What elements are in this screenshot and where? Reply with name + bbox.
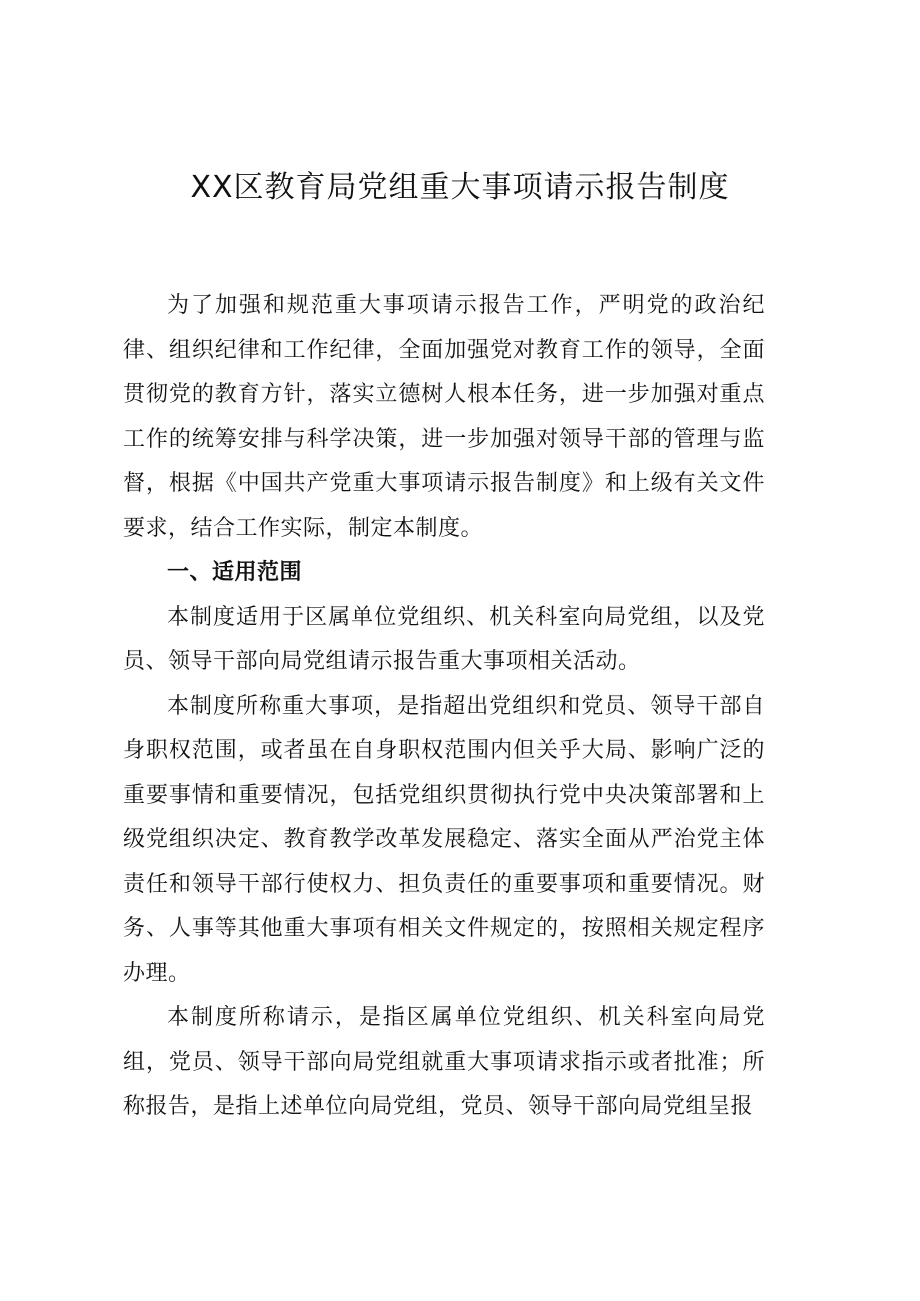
document-body (123, 284, 765, 1130)
intro-paragraph: 为了加强和规范重大事项请示报告工作，严明党的政治纪律、组织纪律和工作纪律，全面加强党对教育工作的领导，全面贯彻党的教育方针，落实立德树人根本任务，进一步加强对重点工作的统筹安排与科学决策，进一步加强对领导干部的管理与监督，根据《中国共产党重大事项请示报告制度》和上级有关文件要求，结合工作实际，制定本制度。 (123, 293, 765, 541)
request-report-definition-paragraph: 本制度所称请示，是指区属单位党组织、机关科室向局党组，党员、领导干部向局党组就重大事项请求指示或者批准；所称报告，是指上述单位向局党组，党员、领导干部向局党组呈报 (123, 1005, 765, 1119)
section-heading-scope: 一、适用范围 (167, 560, 303, 585)
scope-paragraph: 本制度适用于区属单位党组织、机关科室向局党组，以及党员、领导干部向局党组请示报告重大事项相关活动。 (123, 604, 765, 674)
document-title: XX区教育局党组重大事项请示报告制度 (190, 170, 730, 205)
major-matters-definition-paragraph: 本制度所称重大事项，是指超出党组织和党员、领导干部自身职权范围，或者虽在自身职权范围内但关乎大局、影响广泛的重要事情和重要情况，包括党组织贯彻执行党中央决策部署和上级党组织决定、教育教学改革发展稳定、落实全面从严治党主体责任和领导干部行使权力、担负责任的重要事项和重要情况。财务、人事等其他重大事项有相关文件规定的，按照相关规定程序办理。 (123, 693, 765, 986)
